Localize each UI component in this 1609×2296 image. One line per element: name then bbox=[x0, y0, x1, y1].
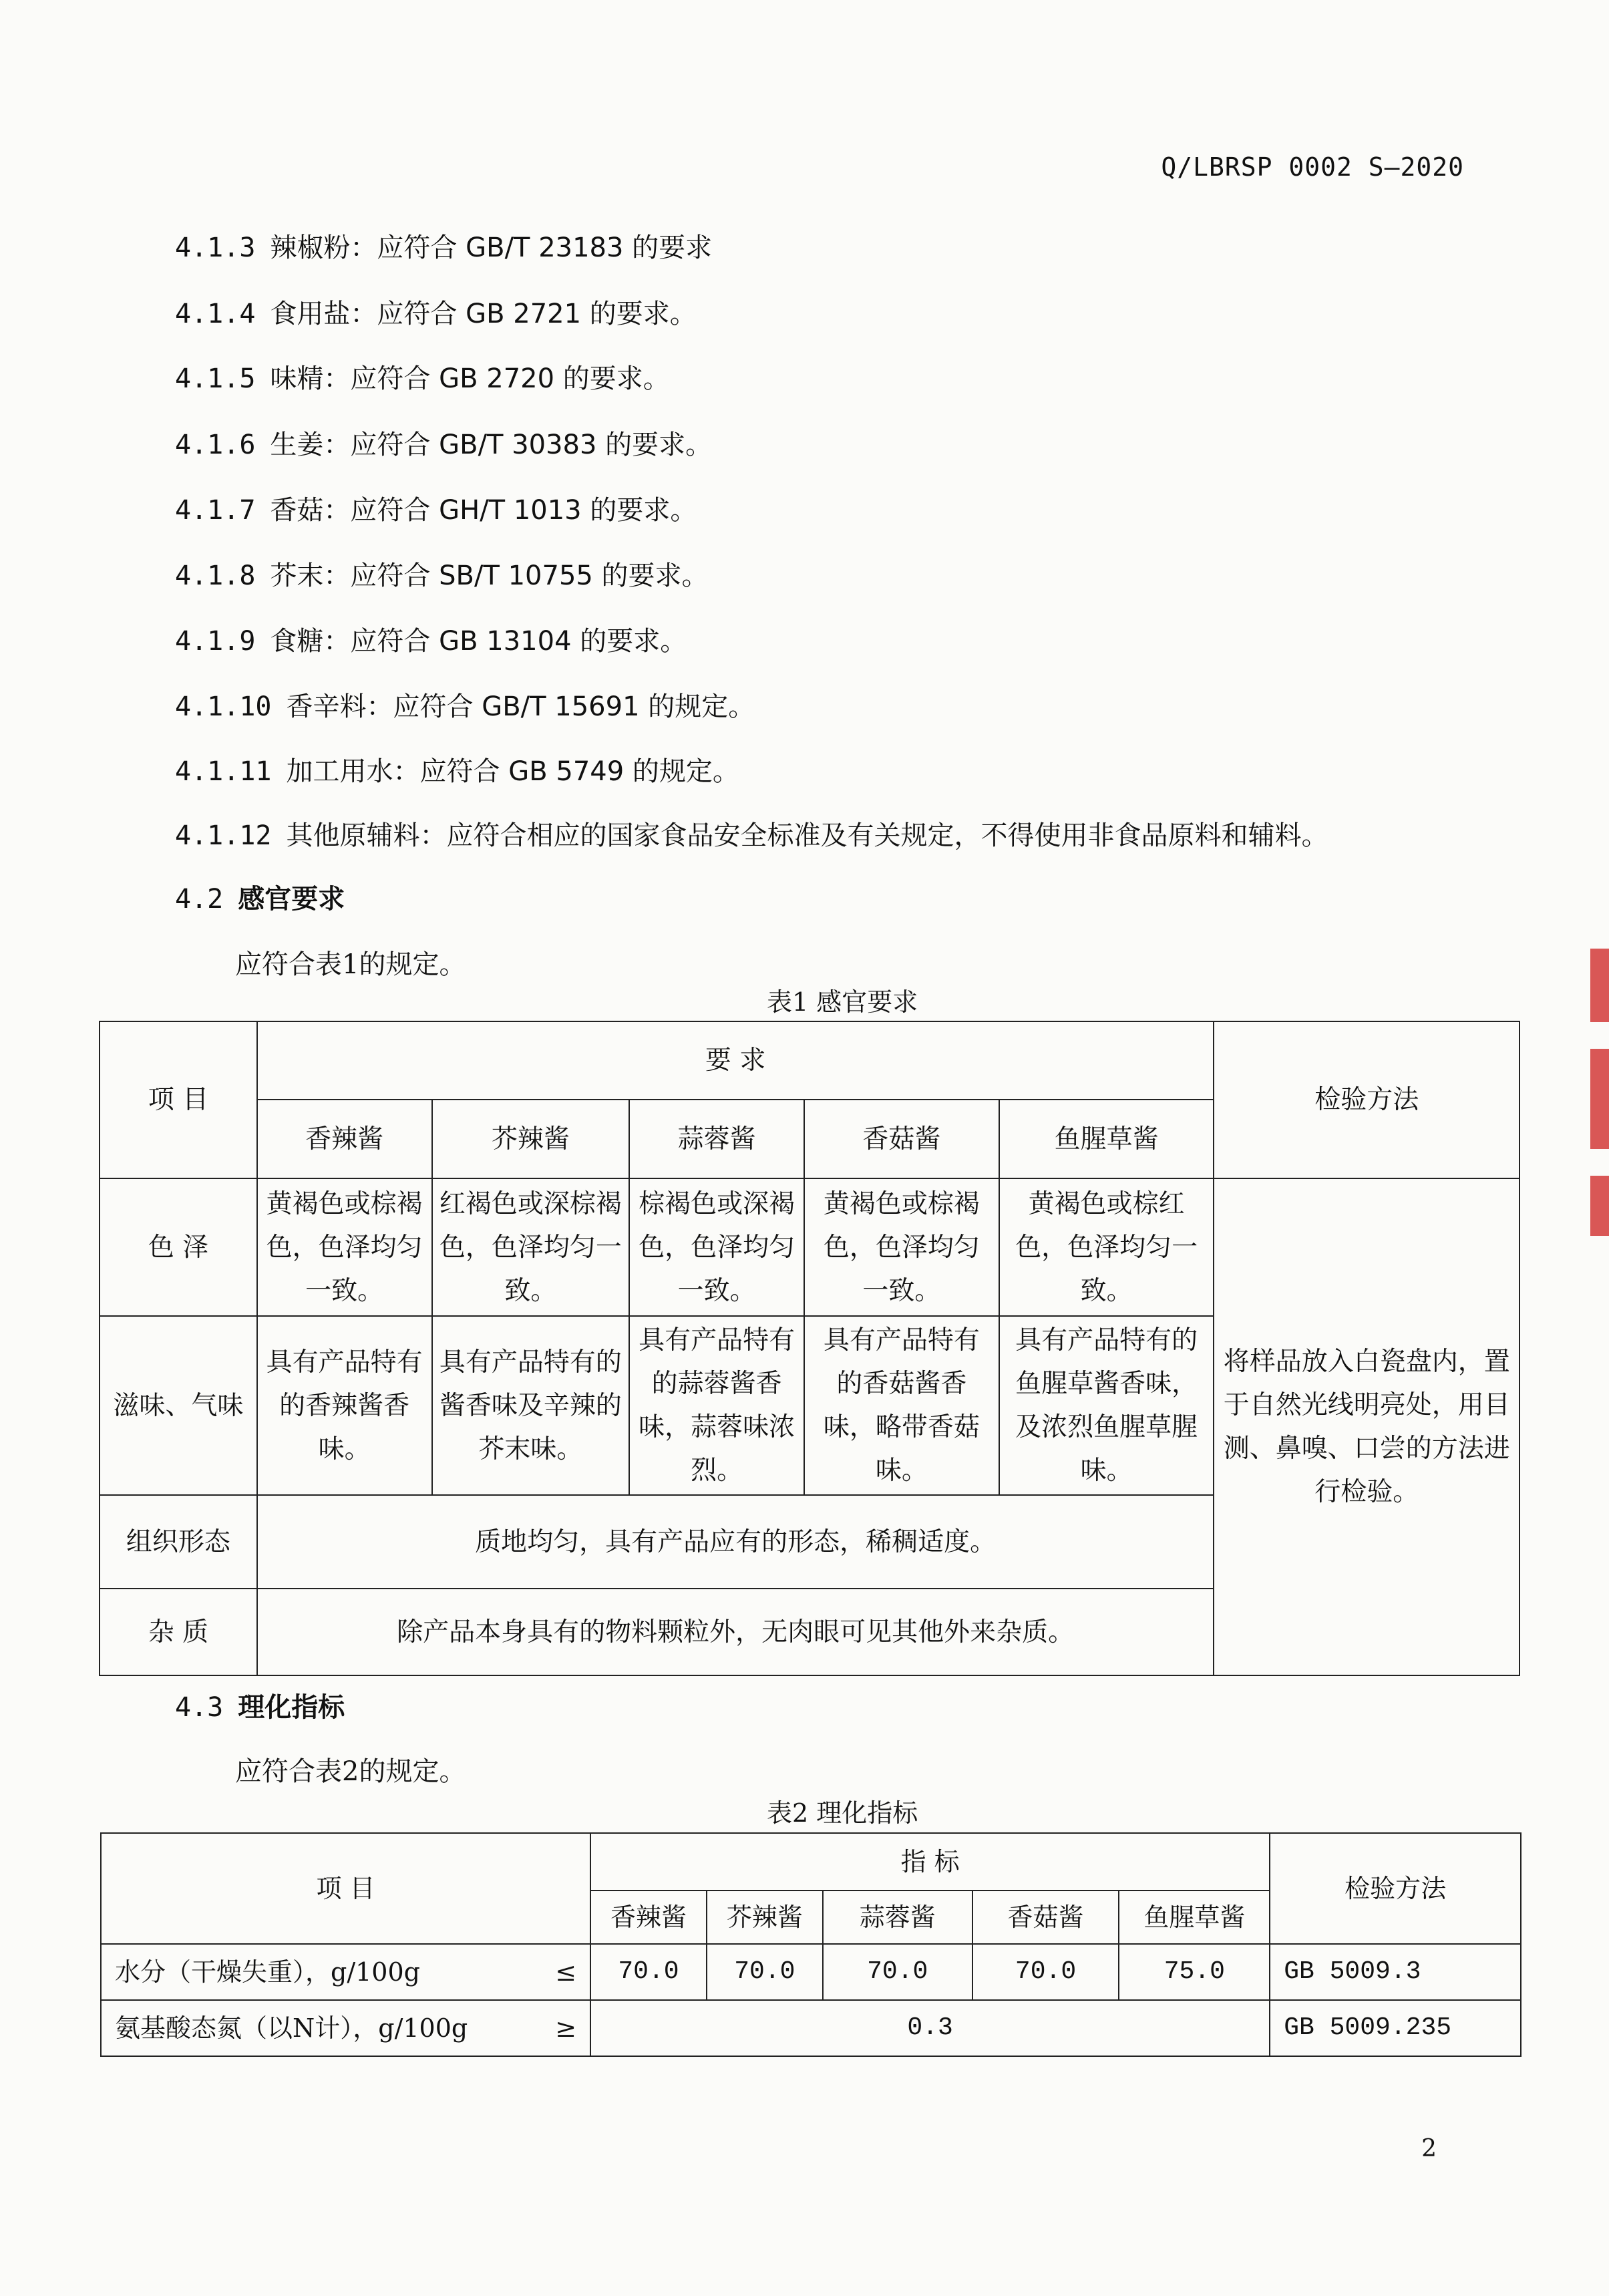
table-cell: 黄褐色或棕褐色，色泽均匀一致。 bbox=[804, 1178, 999, 1316]
table-cell: 具有产品特有的香菇酱香味，略带香菇味。 bbox=[804, 1316, 999, 1495]
clause-number: 4.1.4 bbox=[175, 299, 256, 329]
clause-4-1-5 bbox=[175, 361, 670, 396]
sensory-requirements-table bbox=[99, 1021, 1520, 1676]
clause-number: 4.1.10 bbox=[175, 691, 272, 722]
clause-4-1-6 bbox=[175, 428, 712, 462]
row-label bbox=[101, 2000, 590, 2056]
table2-header-item: 项 目 bbox=[101, 1833, 590, 1944]
row-label: 组织形态 bbox=[100, 1495, 257, 1589]
table-cell: 70.0 bbox=[823, 1944, 972, 2000]
table-cell: 具有产品特有的蒜蓉酱香味，蒜蓉味浓烈。 bbox=[629, 1316, 804, 1495]
table1-product-header: 香菇酱 bbox=[804, 1100, 999, 1178]
clause-number: 4.1.3 bbox=[175, 232, 256, 263]
clause-text: 芥末：应符合 SB/T 10755 的要求。 bbox=[270, 560, 709, 591]
table2-product-header: 鱼腥草酱 bbox=[1119, 1891, 1270, 1944]
clause-4-1-9 bbox=[175, 624, 687, 659]
clause-number: 4.1.8 bbox=[175, 560, 256, 591]
table-cell: 具有产品特有的鱼腥草酱香味，及浓烈鱼腥草腥味。 bbox=[999, 1316, 1214, 1495]
physicochemical-index-table bbox=[100, 1832, 1522, 2057]
table1-header-item: 项 目 bbox=[100, 1021, 257, 1178]
table1-product-header: 蒜蓉酱 bbox=[629, 1100, 804, 1178]
row-label: 色 泽 bbox=[100, 1178, 257, 1316]
table2-caption: 表2 理化指标 bbox=[767, 1798, 918, 1828]
clause-number: 4.1.12 bbox=[175, 820, 272, 851]
clause-text: 生姜：应符合 GB/T 30383 的要求。 bbox=[270, 430, 713, 460]
table-cell: 70.0 bbox=[972, 1944, 1119, 2000]
table2-product-header: 芥辣酱 bbox=[707, 1891, 823, 1944]
clause-text: 香辛料：应符合 GB/T 15691 的规定。 bbox=[286, 691, 755, 722]
standard-code: Q/LBRSP 0002 S—2020 bbox=[1161, 152, 1464, 182]
table-row bbox=[100, 1178, 1519, 1316]
seal-stamp-fragment bbox=[1590, 949, 1609, 1263]
clause-4-1-12 bbox=[175, 818, 1328, 853]
section-number: 4.2 bbox=[175, 884, 224, 915]
clause-4-1-4 bbox=[175, 297, 697, 331]
clause-4-1-3 bbox=[175, 230, 712, 265]
clause-text: 香菇：应符合 GH/T 1013 的要求。 bbox=[270, 495, 697, 526]
table-row bbox=[101, 2000, 1521, 2056]
table2-product-header: 香辣酱 bbox=[590, 1891, 707, 1944]
table-cell: 质地均匀，具有产品应有的形态，稀稠适度。 bbox=[257, 1495, 1214, 1589]
table2-header-index: 指 标 bbox=[590, 1833, 1270, 1891]
method-cell: GB 5009.3 bbox=[1270, 1944, 1521, 2000]
clause-number: 4.1.6 bbox=[175, 430, 256, 460]
table-cell: 具有产品特有的香辣酱香味。 bbox=[257, 1316, 432, 1495]
clause-number: 4.1.9 bbox=[175, 626, 256, 657]
clause-text: 加工用水：应符合 GB 5749 的规定。 bbox=[286, 756, 739, 787]
table1-product-header: 芥辣酱 bbox=[432, 1100, 630, 1178]
clause-number: 4.1.11 bbox=[175, 756, 272, 787]
table-cell: 70.0 bbox=[590, 1944, 707, 2000]
clause-text: 食用盐：应符合 GB 2721 的要求。 bbox=[270, 299, 697, 329]
row-label: 杂 质 bbox=[100, 1589, 257, 1675]
clause-4-1-10 bbox=[175, 689, 755, 724]
table-row bbox=[101, 1944, 1521, 2000]
clause-text: 食糖：应符合 GB 13104 的要求。 bbox=[270, 626, 687, 657]
section-4-3-intro: 应符合表2的规定。 bbox=[235, 1756, 466, 1787]
table1-header-requirements: 要 求 bbox=[257, 1021, 1214, 1100]
row-label-text: 氨基酸态氮（以N计），g/100g bbox=[115, 2013, 468, 2043]
table-cell: 黄褐色或棕褐色，色泽均匀一致。 bbox=[257, 1178, 432, 1316]
table-cell: 红褐色或深棕褐色，色泽均匀一致。 bbox=[432, 1178, 630, 1316]
table-cell: 0.3 bbox=[590, 2000, 1270, 2056]
clause-text: 味精：应符合 GB 2720 的要求。 bbox=[270, 363, 670, 394]
comparison-operator: ≥ bbox=[555, 2013, 577, 2043]
table-cell: 黄褐色或棕红色，色泽均匀一致。 bbox=[999, 1178, 1214, 1316]
table2-header-method: 检验方法 bbox=[1270, 1833, 1521, 1944]
clause-4-1-8 bbox=[175, 558, 709, 593]
row-label-text: 水分（干燥失重），g/100g bbox=[115, 1957, 420, 1987]
table-cell: 除产品本身具有的物料颗粒外，无肉眼可见其他外来杂质。 bbox=[257, 1589, 1214, 1675]
clause-4-1-11 bbox=[175, 754, 739, 789]
row-label: 滋味、气味 bbox=[100, 1316, 257, 1495]
section-title: 感官要求 bbox=[238, 884, 345, 915]
table2-product-header: 蒜蓉酱 bbox=[823, 1891, 972, 1944]
table1-product-header: 鱼腥草酱 bbox=[999, 1100, 1214, 1178]
table-cell: 具有产品特有的酱香味及辛辣的芥末味。 bbox=[432, 1316, 630, 1495]
table-cell: 棕褐色或深褐色，色泽均匀一致。 bbox=[629, 1178, 804, 1316]
table2-product-header: 香菇酱 bbox=[972, 1891, 1119, 1944]
section-4-2-heading bbox=[175, 882, 345, 917]
row-label bbox=[101, 1944, 590, 2000]
clause-4-1-7 bbox=[175, 493, 697, 528]
table-cell: 75.0 bbox=[1119, 1944, 1270, 2000]
method-cell: GB 5009.235 bbox=[1270, 2000, 1521, 2056]
clause-number: 4.1.7 bbox=[175, 495, 256, 526]
section-number: 4.3 bbox=[175, 1692, 224, 1723]
table1-product-header: 香辣酱 bbox=[257, 1100, 432, 1178]
inspection-method-cell: 将样品放入白瓷盘内，置于自然光线明亮处，用目测、鼻嗅、口尝的方法进行检验。 bbox=[1214, 1178, 1519, 1675]
section-4-2-intro: 应符合表1的规定。 bbox=[235, 949, 466, 980]
comparison-operator: ≤ bbox=[555, 1957, 577, 1987]
table1-header-method: 检验方法 bbox=[1214, 1021, 1519, 1178]
table1-caption: 表1 感官要求 bbox=[767, 987, 918, 1017]
section-title: 理化指标 bbox=[238, 1692, 345, 1723]
clause-text: 其他原辅料：应符合相应的国家食品安全标准及有关规定，不得使用非食品原料和辅料。 bbox=[286, 820, 1328, 851]
page-number: 2 bbox=[1421, 2135, 1437, 2162]
table-cell: 70.0 bbox=[707, 1944, 823, 2000]
clause-text: 辣椒粉：应符合 GB/T 23183 的要求 bbox=[270, 232, 713, 263]
clause-number: 4.1.5 bbox=[175, 363, 256, 394]
section-4-3-heading bbox=[175, 1690, 345, 1725]
